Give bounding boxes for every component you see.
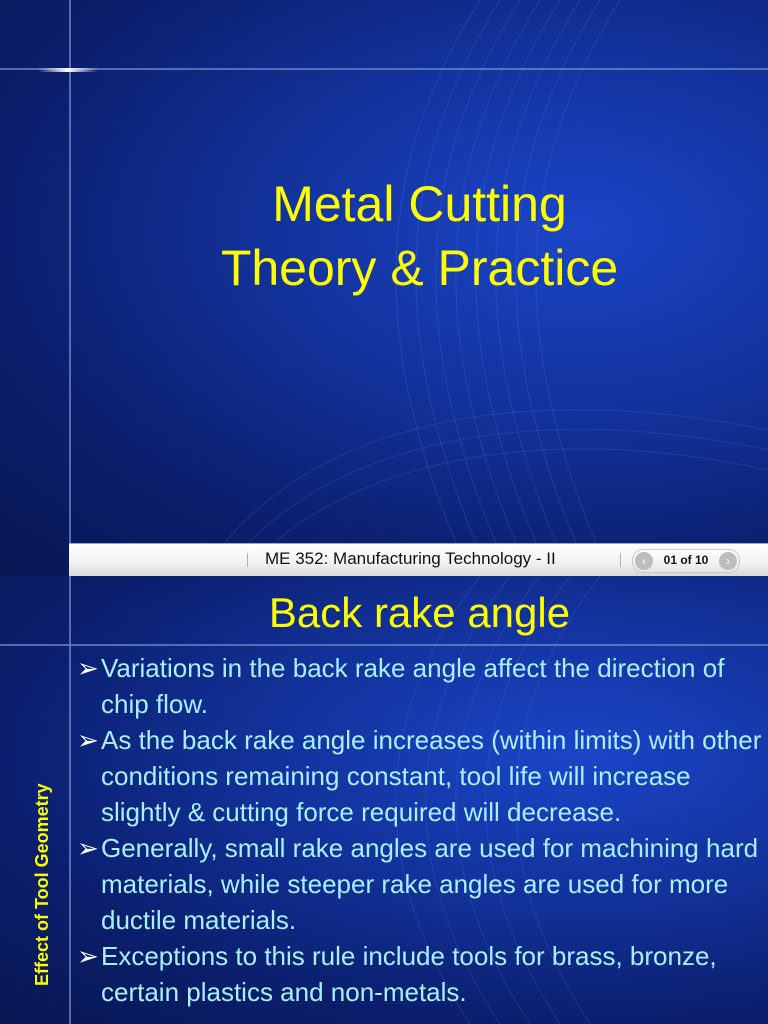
bullet-list xyxy=(77,650,763,1010)
next-page-button[interactable]: › xyxy=(719,552,737,570)
list-item xyxy=(77,938,763,1010)
slide-footer xyxy=(69,543,768,576)
slide-title xyxy=(71,172,768,300)
footer-separator xyxy=(247,553,248,567)
prev-page-button[interactable]: ‹ xyxy=(635,552,653,570)
footer-separator xyxy=(620,553,621,567)
title-line-2: Theory & Practice xyxy=(220,240,619,296)
bullet-text: Variations in the back rake angle affect the direction of chip flow. xyxy=(101,653,725,719)
bullet-arrow-icon: ➢ xyxy=(77,833,99,863)
bullet-text: Exceptions to this rule include tools for brass, bronze, certain plastics and non-metals. xyxy=(101,941,717,1007)
horizontal-divider xyxy=(0,644,768,646)
horizontal-divider xyxy=(0,68,768,70)
side-section-label: Effect of Tool Geometry xyxy=(32,783,52,986)
title-line-1: Metal Cutting xyxy=(272,176,567,232)
slide-title: Back rake angle xyxy=(268,589,571,636)
bullet-arrow-icon: ➢ xyxy=(77,725,99,755)
divider-glow xyxy=(38,68,98,72)
bullet-text: As the back rake angle increases (within limits) with other conditions remaining constant, tool life will increase slightly & cutting force required will decrease. xyxy=(101,725,762,827)
bullet-arrow-icon: ➢ xyxy=(77,653,99,683)
list-item xyxy=(77,650,763,722)
page-navigator xyxy=(632,549,740,573)
page-indicator: 01 of 10 xyxy=(663,553,709,567)
list-item xyxy=(77,830,763,938)
course-label: ME 352: Manufacturing Technology - II xyxy=(265,549,556,568)
content-slide xyxy=(0,576,768,1024)
list-item xyxy=(77,722,763,830)
bullet-text: Generally, small rake angles are used for machining hard materials, while steeper rake angles are used for more ductile materials. xyxy=(101,833,759,935)
bullet-arrow-icon: ➢ xyxy=(77,941,99,971)
